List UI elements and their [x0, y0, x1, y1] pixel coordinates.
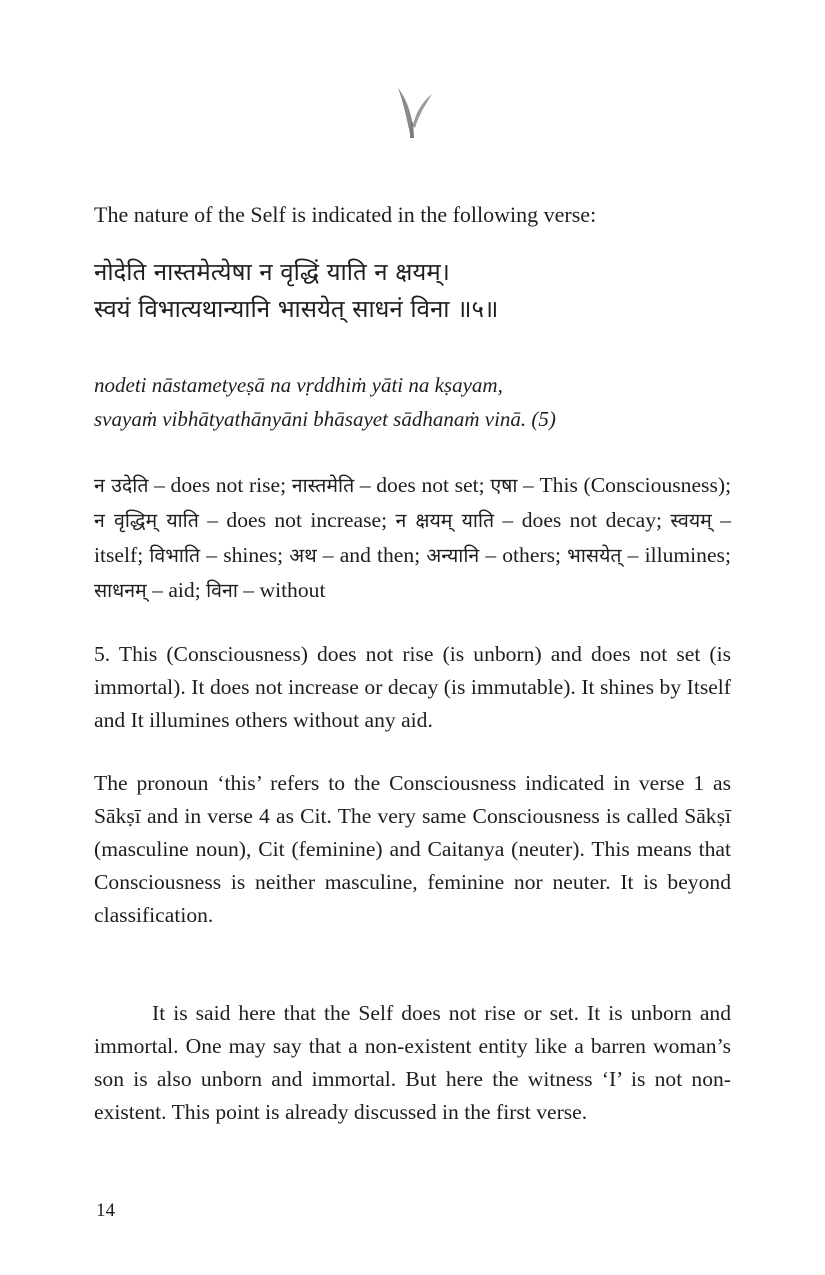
- verse-devanagari: [94, 254, 498, 328]
- glossary-meaning: does not set: [376, 473, 479, 497]
- glossary-meaning: and then: [339, 543, 415, 567]
- verse-devanagari-line: स्वयं विभात्यथान्यानि भासयेत् साधनं विना ॥५॥: [94, 295, 499, 323]
- glossary-entry: न वृद्धिम् याति – does not increase: [94, 508, 382, 532]
- glossary-entry: स्वयम् – itself: [94, 508, 731, 567]
- glossary-term: एषा: [490, 474, 518, 497]
- verse-transliteration: [94, 368, 556, 436]
- glossary-meaning: itself: [94, 543, 138, 567]
- glossary-meaning: illumines: [644, 543, 725, 567]
- glossary-term: भासयेत्: [567, 544, 622, 567]
- glossary-entry: भासयेत् – illumines: [567, 543, 725, 567]
- glossary-term: नास्तमेति: [291, 474, 355, 497]
- glossary-entry: अन्यानि – others: [426, 543, 556, 567]
- glossary-meaning: does not decay: [521, 508, 657, 532]
- glossary-term: न वृद्धिम् याति: [94, 509, 199, 532]
- glossary-meaning: aid: [168, 578, 195, 602]
- glossary-term: न क्षयम् याति: [395, 509, 495, 532]
- glossary-entry: न क्षयम् याति – does not decay: [395, 508, 657, 532]
- verse-transliteration-line: svayaṁ vibhātyathānyāni bhāsayet sādhanaṁ vinā. (5): [94, 407, 556, 431]
- glossary-term: अथ: [289, 544, 317, 567]
- glossary-entry: नास्तमेति – does not set: [291, 473, 479, 497]
- commentary-paragraph-text: It is said here that the Self does not rise or set. It is unborn and immortal. One may say that a non-existent entity like a barren woman’s son is also unborn and immortal. But here the witness ‘I’ is not non-existent. This point is already discussed in the first verse.: [94, 1001, 731, 1124]
- leaf-sprig-icon: [392, 86, 434, 140]
- commentary-paragraph: The pronoun ‘this’ refers to the Consciousness indicated in verse 1 as Sākṣī and in verse 4 as Cit. The very same Consciousness is called Sākṣī (masculine noun), Cit (feminine) and Caitanya (neuter). This means that Consciousness is neither masculine, feminine nor neuter. It is beyond classification.: [94, 771, 731, 927]
- glossary-term: विभाति: [149, 544, 201, 567]
- glossary-term: न उदेति: [94, 474, 149, 497]
- glossary-meaning: does not increase: [226, 508, 382, 532]
- glossary-entry: न उदेति – does not rise: [94, 473, 281, 497]
- glossary-meaning: This (Consciousness): [539, 473, 726, 497]
- glossary-entry: अथ – and then: [289, 543, 415, 567]
- glossary-meaning: does not rise: [170, 473, 281, 497]
- glossary-entry: विना – without: [206, 578, 326, 602]
- glossary-entry: साधनम् – aid: [94, 578, 195, 602]
- commentary-paragraph-indented: [94, 997, 731, 1129]
- glossary-meaning: without: [259, 578, 326, 602]
- glossary-meaning: shines: [223, 543, 278, 567]
- verse-devanagari-line: नोदेति नास्तमेत्येषा न वृद्धिं याति न क्षयम्।: [94, 258, 450, 286]
- glossary-term: स्वयम्: [670, 509, 712, 532]
- intro-text: The nature of the Self is indicated in the following verse:: [94, 202, 597, 227]
- glossary-entry: एषा – This (Consciousness): [490, 473, 726, 497]
- glossary-term: साधनम्: [94, 579, 147, 602]
- glossary-term: अन्यानि: [426, 544, 480, 567]
- page-number: 14: [96, 1200, 115, 1221]
- glossary-entry: विभाति – shines: [149, 543, 278, 567]
- glossary-meaning: others: [502, 543, 556, 567]
- word-glossary: न उदेति – does not rise; नास्तमेति – does not set; एषा – This (Consciousness); न वृद्धिम् याति – does not increase; न क्षयम् याति – does not decay; स्वयम् – itself; विभाति – shines; अथ – and then; अन्यानि – others; भासयेत् – illumines; साधनम् – aid; विना – without: [94, 473, 732, 602]
- verse-translation: 5. This (Consciousness) does not rise (is unborn) and does not set (is immortal). It does not increase or decay (is immutable). It shines by Itself and It illumines others without any aid.: [94, 642, 731, 732]
- glossary-term: विना: [206, 579, 238, 602]
- verse-transliteration-line: nodeti nāstametyeṣā na vṛddhiṁ yāti na kṣayam,: [94, 373, 503, 397]
